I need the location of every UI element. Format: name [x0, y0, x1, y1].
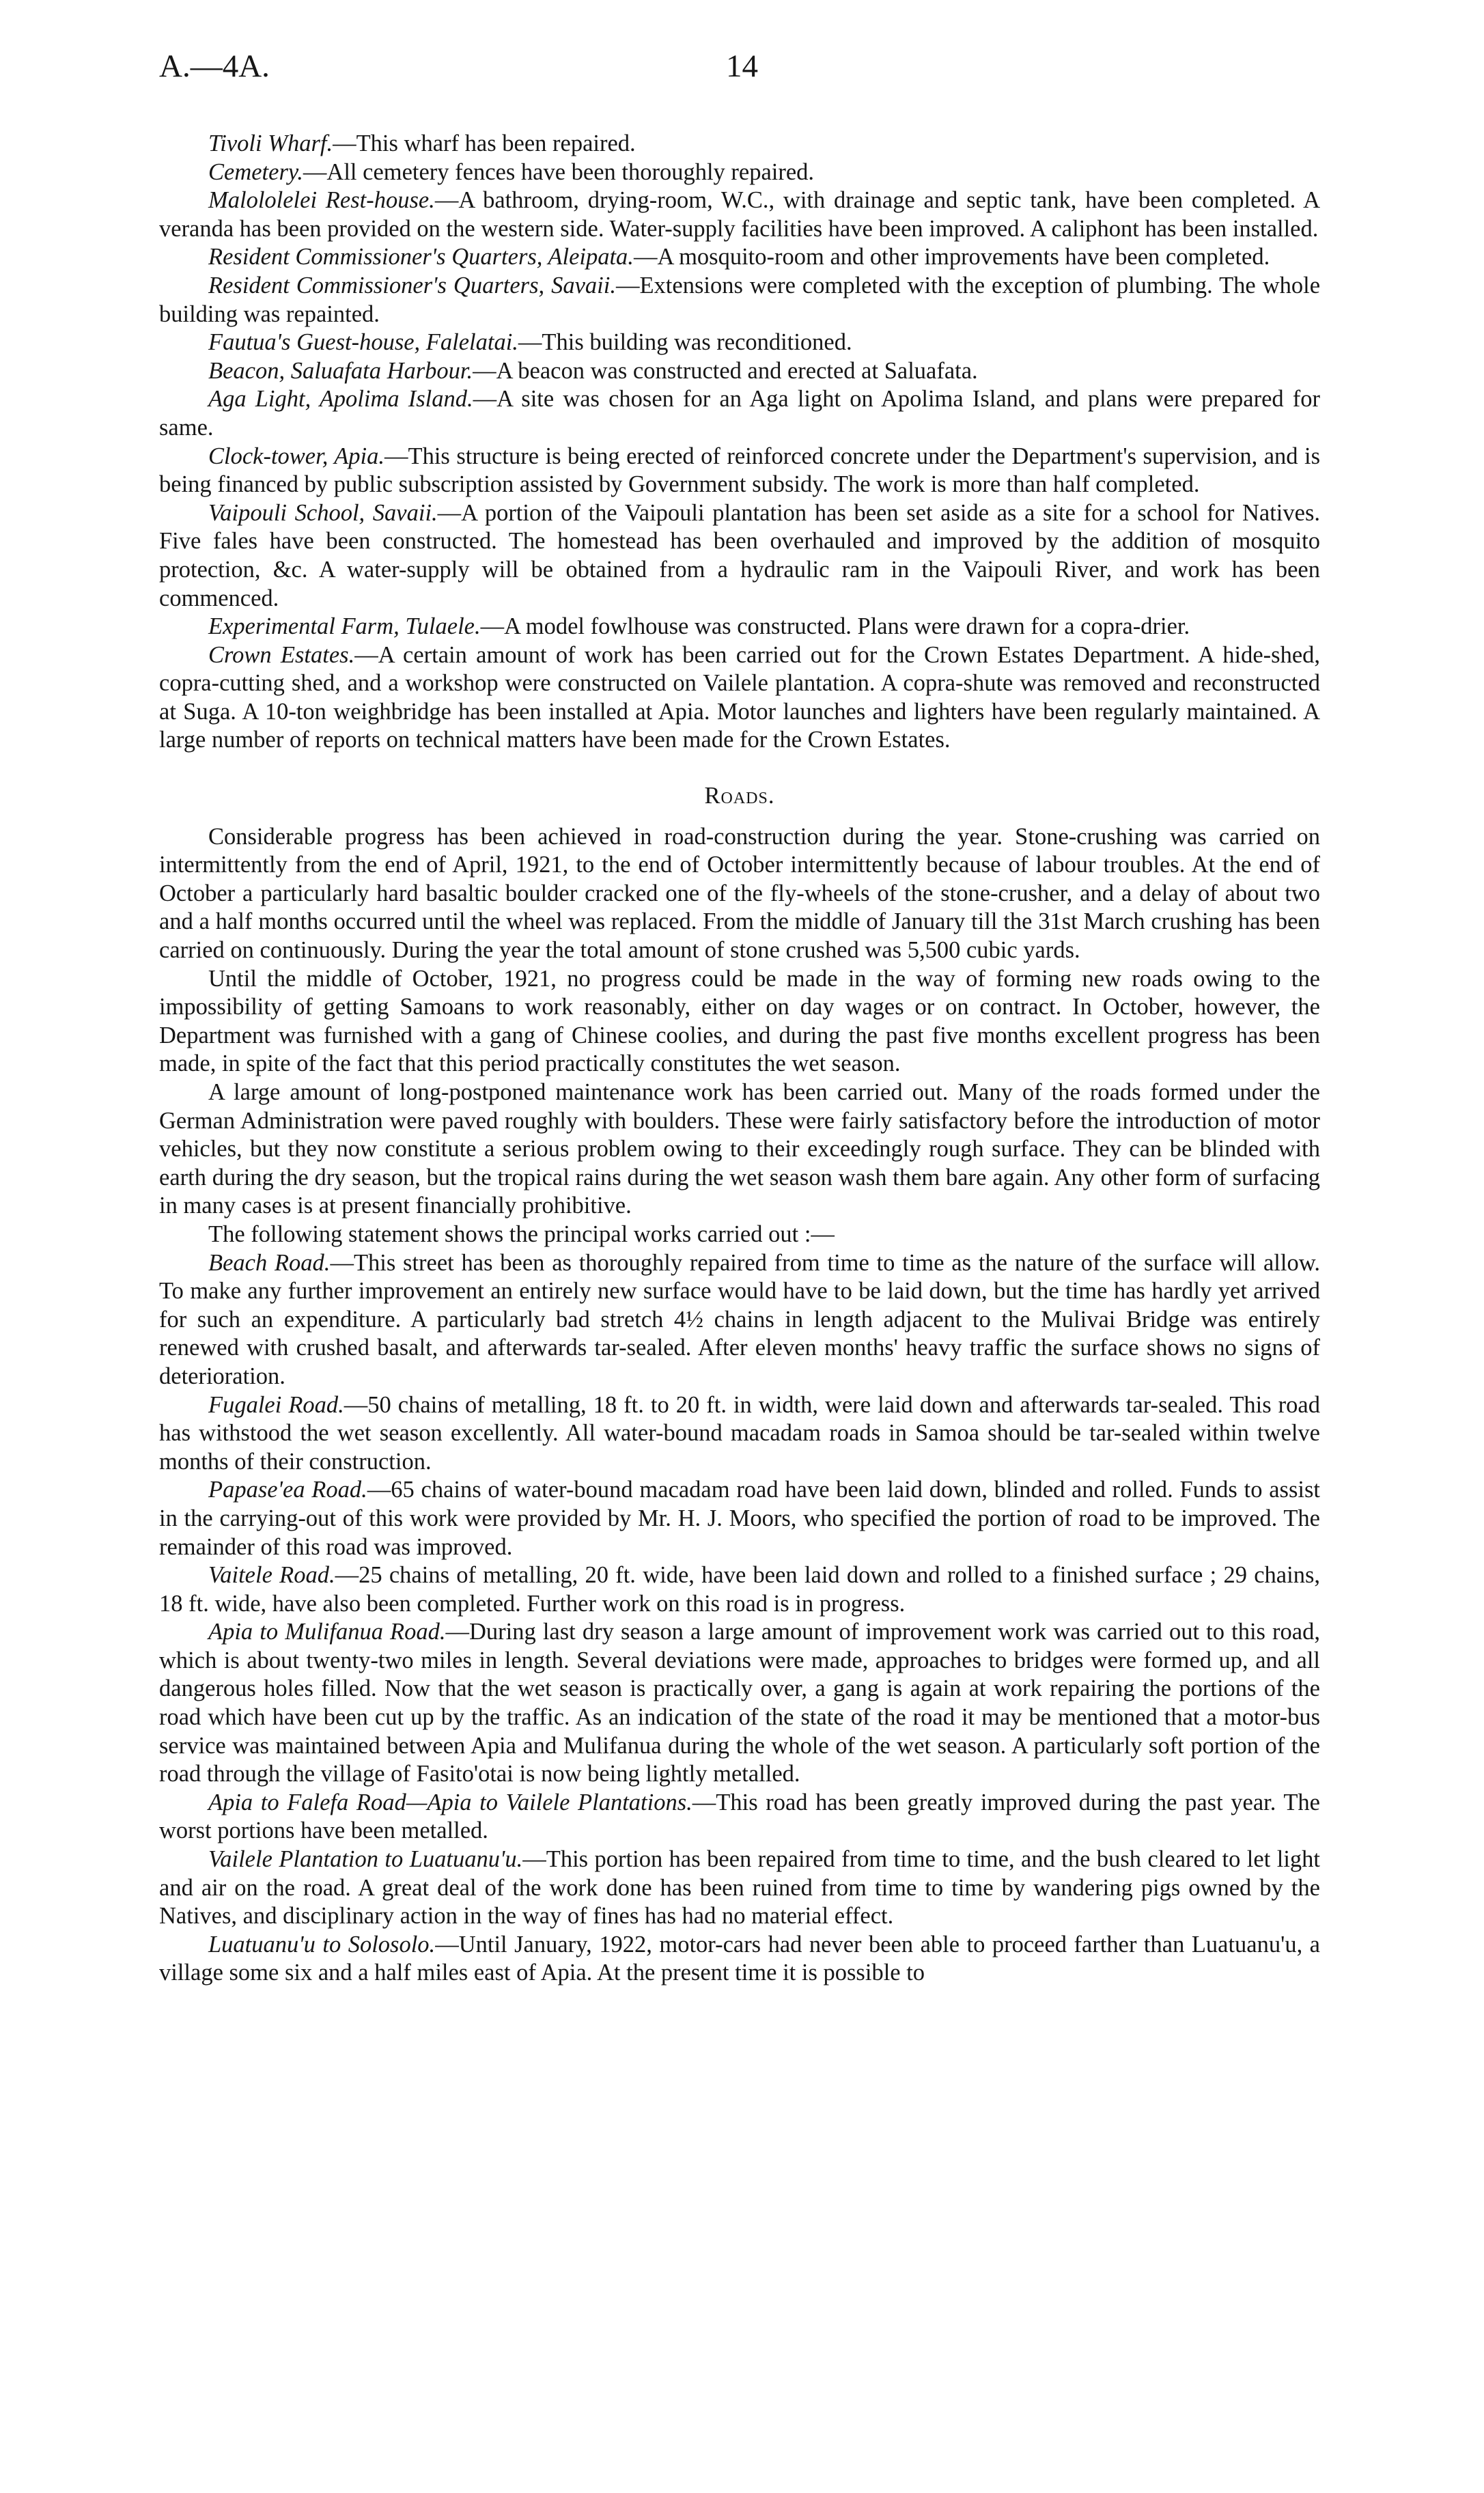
intro-paragraph: Until the middle of October, 1921, no progress could be made in the way of forming new roads owing to the impossibility of getting Samoans to work reasonably, either on day wages or on contract. In October, however, the Department was furnished with a gang of Chinese coolies, and during the past five months excellent progress has been made, in spite of the fact that this period practically constitutes the wet season.: [159, 965, 1320, 1077]
road-paragraph: [159, 1846, 1320, 1931]
work-paragraph: [159, 443, 1320, 499]
road-text: —This street has been as thoroughly repaired from time to time as the nature of the surface will allow. To make any further improvement an entirely new surface would have to be laid down, but the time has hardly yet arrived for such an expenditure. A particularly bad stretch 4½ chains in length adjacent to the Mulivai Bridge was entirely renewed with crushed basalt, and afterwards tar-sealed. After eleven months' heavy traffic the surface shows no signs of deterioration.: [159, 1249, 1320, 1389]
page-number: 14: [726, 48, 758, 84]
roads-list: [159, 1249, 1320, 1988]
work-title: Vaipouli School, Savaii.: [208, 499, 438, 526]
intro-paragraph: Considerable progress has been achieved in road-construction during the year. Stone-crushing was carried on intermittently from the end of April, 1921, to the end of October intermittently because of labour troubles. At the end of October a particularly hard basaltic boulder cracked one of the fly-wheels of the stone-crusher, and a delay of about two and a half months occurred until the wheel was replaced. From the middle of January till the 31st March crushing has been carried on continuously. During the year the total amount of stone crushed was 5,500 cubic yards.: [159, 823, 1320, 964]
work-paragraph: [159, 613, 1320, 641]
work-title: Clock-tower, Apia.: [208, 443, 384, 469]
work-title: Beacon, Saluafata Harbour.: [208, 357, 473, 384]
work-paragraph: [159, 385, 1320, 442]
work-paragraph: [159, 272, 1320, 329]
road-title: Vailele Plantation to Luatuanu'u.: [208, 1846, 523, 1873]
work-paragraph: [159, 329, 1320, 357]
work-title: Aga Light, Apolima Island.: [208, 386, 473, 413]
work-text: —This wharf has been repaired.: [333, 130, 636, 156]
work-paragraph: [159, 357, 1320, 386]
work-text: —A model fowlhouse was constructed. Plans were drawn for a copra-drier.: [480, 613, 1190, 640]
road-text: —25 chains of metalling, 20 ft. wide, have been laid down and rolled to a finished surface ; 29 chains, 18 ft. wide, have also been completed. Further work on this road is in progress.: [159, 1562, 1320, 1617]
work-title: Resident Commissioner's Quarters, Aleipata.: [208, 244, 634, 270]
road-title: Papase'ea Road.: [208, 1477, 367, 1503]
page-header: [159, 48, 1320, 89]
roads-section-heading: Roads.: [704, 783, 775, 809]
road-text: —During last dry season a large amount of improvement work was carried out to this road, which is about twenty-two miles in length. Several deviations were made, approaches to bridges were formed up, and all dangerous holes filled. Now that the wet season is practically over, a gang is again at work repairing the portions of the road which have been cut up by the traffic. As an indication of the state of the road it may be mentioned that a motor-bus service was maintained between Apia and Mulifanua during the whole of the wet season. A particularly soft portion of the road through the village of Fasito'otai is now being lightly metalled.: [159, 1619, 1320, 1787]
road-text: —50 chains of metalling, 18 ft. to 20 ft. in width, were laid down and afterwards tar-sealed. This road has withstood the wet season excellently. All water-bound macadam roads in Samoa should be tar-sealed within twelve months of their construction.: [159, 1391, 1320, 1475]
intro-paragraph: The following statement shows the principal works carried out :—: [208, 1221, 835, 1247]
work-paragraph: [159, 186, 1320, 243]
road-text: —This portion has been repaired from time to time, and the bush cleared to let light and air on the road. A great deal of the work done has been ruined from time to time by wandering pigs owned by the Natives, and disciplinary action in the way of fines has had no material effect.: [159, 1846, 1320, 1930]
work-title: Tivoli Wharf.: [208, 130, 333, 156]
work-text: —A portion of the Vaipouli plantation has been set aside as a site for a school for Natives. Five fales have been constructed. The homestead has been overhauled and improved by the addition of mosquito protection, &c. A water-supply will be obtained from a hydraulic ram in the Vaipouli River, and work has been commenced.: [159, 499, 1320, 611]
road-paragraph: [159, 1249, 1320, 1391]
work-title: Crown Estates.: [208, 641, 355, 668]
work-title: Resident Commissioner's Quarters, Savaii.: [208, 272, 616, 298]
road-text: —Until January, 1922, motor-cars had never been able to proceed farther than Luatuanu'u, a village some six and a half miles east of Apia. At the present time it is possible to: [159, 1931, 1320, 1986]
work-paragraph: [159, 243, 1320, 272]
work-text: —Extensions were completed with the exception of plumbing. The whole building was repainted.: [159, 272, 1321, 327]
work-title: Fautua's Guest-house, Falelatai.: [208, 329, 518, 356]
road-title: Vaitele Road.: [208, 1562, 335, 1589]
road-text: —This road has been greatly improved during the past year. The worst portions have been metalled.: [159, 1789, 1320, 1844]
work-title: Experimental Farm, Tulaele.: [208, 613, 481, 640]
road-paragraph: [159, 1476, 1320, 1561]
road-title: Apia to Mulifanua Road.: [208, 1619, 446, 1645]
page-body: [159, 130, 1320, 1988]
roads-intro: [159, 823, 1320, 1249]
work-text: —A site was chosen for an Aga light on Apolima Island, and plans were prepared for same.: [159, 386, 1321, 441]
work-text: —A certain amount of work has been carried out for the Crown Estates Department. A hide-shed, copra-cutting shed, and a workshop were constructed on Vailele plantation. A copra-shute was removed and reconstructed at Suga. A 10-ton weighbridge has been installed at Apia. Motor launches and lighters have been regularly maintained. A large number of reports on technical matters have been made for the Crown Estates.: [159, 641, 1321, 753]
document-reference: A.—4A.: [159, 48, 270, 84]
work-paragraph: [159, 641, 1320, 755]
road-paragraph: [159, 1789, 1320, 1846]
work-text: —This structure is being erected of reinforced concrete under the Department's supervision, and is being financed by public subscription assisted by Government subsidy. The work is more than half completed.: [159, 443, 1320, 498]
road-title: Luatuanu'u to Solosolo.: [208, 1931, 436, 1958]
work-text: —This building was reconditioned.: [518, 329, 852, 356]
work-paragraph: [159, 499, 1320, 613]
work-title: Cemetery.: [208, 158, 303, 185]
work-paragraph: [159, 130, 1320, 158]
road-paragraph: [159, 1931, 1320, 1988]
works-list: [159, 130, 1320, 755]
work-text: —All cemetery fences have been thoroughly repaired.: [303, 158, 815, 185]
road-title: Fugalei Road.: [208, 1391, 344, 1418]
work-text: —A bathroom, drying-room, W.C., with drainage and septic tank, have been completed. A veranda has been provided on the western side. Water-supply facilities have been improved. A caliphont has been installed.: [159, 187, 1321, 242]
work-title: Malololelei Rest-house.: [208, 187, 435, 214]
road-paragraph: [159, 1618, 1320, 1789]
work-text: —A beacon was constructed and erected at Saluafata.: [473, 357, 978, 384]
road-paragraph: [159, 1391, 1320, 1477]
road-title: Apia to Falefa Road—Apia to Vailele Plantations.: [208, 1789, 692, 1815]
work-text: —A mosquito-room and other improvements have been completed.: [633, 244, 1270, 270]
road-title: Beach Road.: [208, 1249, 331, 1276]
road-paragraph: [159, 1561, 1320, 1618]
intro-paragraph: A large amount of long-postponed maintenance work has been carried out. Many of the roads formed under the German Administration were paved roughly with boulders. These were fairly satisfactory before the introduction of motor vehicles, but they now constitute a serious problem owing to their exceedingly rough surface. They can be blinded with earth during the dry season, but the tropical rains during the wet season wash them bare again. Any other form of surfacing in many cases is at present financially prohibitive.: [159, 1079, 1320, 1219]
road-text: —65 chains of water-bound macadam road have been laid down, blinded and rolled. Funds to assist in the carrying-out of this work were provided by Mr. H. J. Moors, who specified the portion of road to be improved. The remainder of this road was improved.: [159, 1477, 1321, 1560]
work-paragraph: [159, 158, 1320, 187]
